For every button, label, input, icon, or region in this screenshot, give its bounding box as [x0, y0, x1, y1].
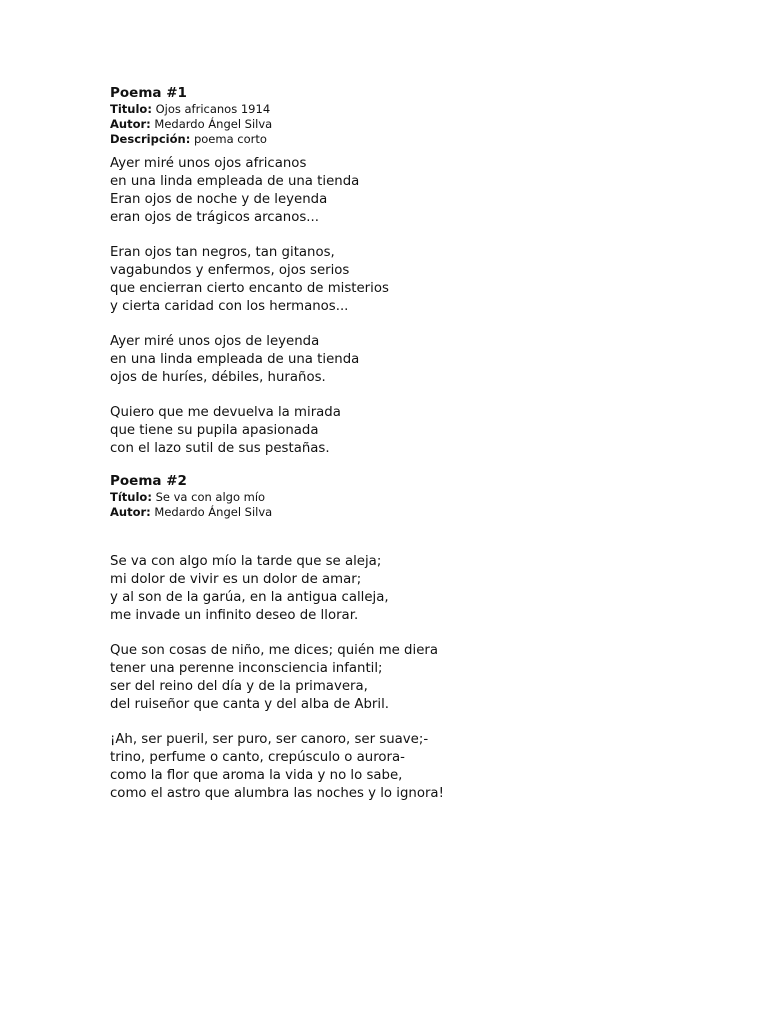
verse-line: en una linda empleada de una tienda	[110, 352, 360, 367]
verse-line: y al son de la garúa, en la antigua calleja,	[110, 590, 389, 605]
meta-value: poema corto	[193, 132, 267, 146]
verse-line: vagabundos y enfermos, ojos serios	[110, 263, 350, 278]
stanza	[110, 404, 730, 458]
meta-label: Autor:	[110, 505, 151, 519]
meta-value: Se va con algo mío	[155, 490, 266, 504]
stanza	[110, 642, 730, 714]
verse-line: ser del reino del día y de la primavera,	[110, 679, 368, 694]
poem-2	[110, 472, 730, 803]
verse-line: Se va con algo mío la tarde que se aleja;	[110, 554, 382, 569]
stanza	[110, 333, 730, 387]
verse-line: eran ojos de trágicos arcanos...	[110, 210, 319, 225]
verse-line: me invade un infinito deseo de llorar.	[110, 608, 359, 623]
meta-value: Medardo Ángel Silva	[154, 117, 273, 131]
stanza	[110, 553, 730, 625]
meta-label: Autor:	[110, 117, 151, 131]
verse-line: ¡Ah, ser pueril, ser puro, ser canoro, ser suave;-	[110, 732, 429, 747]
verse-line: del ruiseñor que canta y del alba de Abril.	[110, 697, 390, 712]
poem-heading: Poema #2	[110, 473, 187, 489]
stanza	[110, 244, 730, 316]
meta-title	[110, 102, 730, 117]
verse-line: Que son cosas de niño, me dices; quién me diera	[110, 643, 438, 658]
verse-line: en una linda empleada de una tienda	[110, 174, 360, 189]
verse-line: Quiero que me devuelva la mirada	[110, 405, 341, 420]
verse-line: y cierta caridad con los hermanos...	[110, 299, 349, 314]
meta-author	[110, 505, 730, 520]
verse-line: trino, perfume o canto, crepúsculo o aurora-	[110, 750, 405, 765]
meta-value: Ojos africanos 1914	[155, 102, 271, 116]
verse-line: Eran ojos de noche y de leyenda	[110, 192, 328, 207]
verse-line: con el lazo sutil de sus pestañas.	[110, 441, 330, 456]
verse-line: que encierran cierto encanto de misterios	[110, 281, 389, 296]
verse-line: Ayer miré unos ojos de leyenda	[110, 334, 320, 349]
stanza	[110, 731, 730, 803]
stanza	[110, 155, 730, 227]
meta-value: Medardo Ángel Silva	[154, 505, 273, 519]
verse-line: mi dolor de vivir es un dolor de amar;	[110, 572, 362, 587]
poem-metadata	[110, 102, 730, 147]
meta-description	[110, 132, 730, 147]
verse-line: como el astro que alumbra las noches y lo ignora!	[110, 786, 444, 801]
meta-label: Descripción:	[110, 132, 191, 146]
meta-author	[110, 117, 730, 132]
verse-line: que tiene su pupila apasionada	[110, 423, 319, 438]
poem-heading: Poema #1	[110, 85, 187, 101]
meta-label: Título:	[110, 490, 152, 504]
document-body	[110, 84, 730, 803]
meta-label: Titulo:	[110, 102, 152, 116]
meta-title	[110, 490, 730, 505]
verse-line: tener una perenne inconsciencia infantil;	[110, 661, 383, 676]
verse-line: como la flor que aroma la vida y no lo sabe,	[110, 768, 403, 783]
verse-line: ojos de huríes, débiles, huraños.	[110, 370, 326, 385]
poem-metadata	[110, 490, 730, 520]
poem-1	[110, 84, 730, 458]
verse-line: Ayer miré unos ojos africanos	[110, 156, 307, 171]
verse-line: Eran ojos tan negros, tan gitanos,	[110, 245, 335, 260]
